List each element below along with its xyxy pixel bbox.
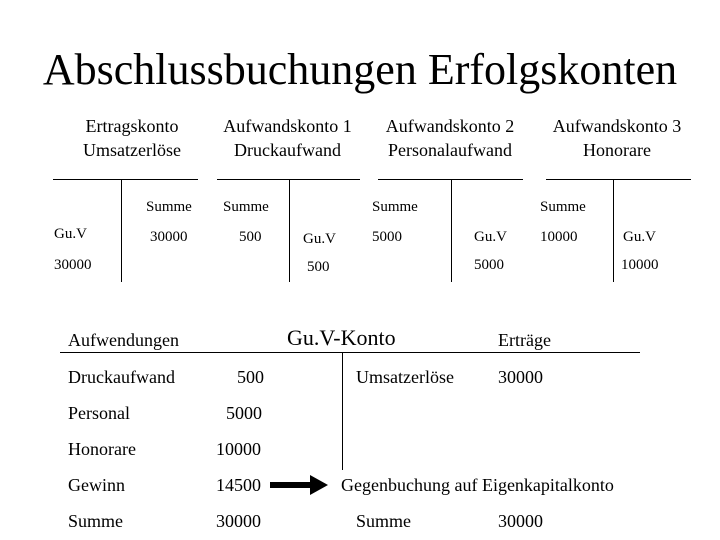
guv-row-value: 30000: [216, 511, 261, 531]
entry-value: 30000: [54, 257, 92, 273]
guv-row-label: Druckaufwand: [68, 367, 175, 387]
account-name-line1: Ertragskonto: [85, 116, 179, 136]
arrow-right-icon: [270, 474, 328, 496]
t-account-vertical-line: [289, 179, 290, 282]
account-name-line1: Aufwandskonto 2: [385, 116, 515, 136]
guv-arrow-note: Gegenbuchung auf Eigenkapitalkonto: [341, 475, 614, 495]
sum-value: 30000: [150, 229, 188, 245]
account-name-line2: Umsatzerlöse: [83, 140, 181, 160]
guv-title: Gu.V-Konto: [287, 325, 396, 350]
sum-value: 500: [239, 229, 262, 245]
account-name-line2: Personalaufwand: [388, 140, 512, 160]
entry-value: 5000: [474, 257, 504, 273]
guv-row-value: 30000: [498, 511, 543, 531]
guv-row-value: 500: [237, 367, 264, 387]
guv-right-header: Erträge: [498, 330, 551, 350]
guv-row-label: Summe: [356, 511, 412, 531]
guv-row-label: Gewinn: [68, 475, 125, 495]
sum-label: Summe: [540, 199, 586, 215]
t-account-vertical-line: [121, 179, 122, 282]
sum-label: Summe: [146, 199, 192, 215]
t-account-horizontal-line: [546, 179, 691, 180]
sum-label: Summe: [372, 199, 418, 215]
guv-row-value: 5000: [226, 403, 262, 423]
t-account-vertical-line: [451, 179, 452, 282]
guv-row-label: Umsatzerlöse: [356, 367, 454, 387]
sum-value: 10000: [540, 229, 578, 245]
account-name-line2: Druckaufwand: [234, 140, 341, 160]
sum-value: 5000: [372, 229, 402, 245]
t-account-vertical-line: [613, 179, 614, 282]
t-account-horizontal-line: [53, 179, 198, 180]
sum-label: Summe: [223, 199, 269, 215]
guv-row-value: 10000: [216, 439, 261, 459]
entry-value: 500: [307, 259, 330, 275]
entry-label: Gu.V: [54, 226, 87, 242]
account-name-line1: Aufwandskonto 3: [552, 116, 682, 136]
entry-label: Gu.V: [474, 229, 507, 245]
guv-row-label: Personal: [68, 403, 130, 423]
account-name-line1: Aufwandskonto 1: [223, 116, 352, 136]
guv-row-value: 14500: [216, 475, 261, 495]
entry-label: Gu.V: [303, 231, 336, 247]
entry-value: 10000: [621, 257, 659, 273]
guv-vertical-line: [342, 352, 343, 470]
guv-row-label: Summe: [68, 511, 124, 531]
guv-row-label: Honorare: [68, 439, 136, 459]
account-name-line2: Honorare: [583, 140, 651, 160]
guv-row-value: 30000: [498, 367, 543, 387]
page-title: Abschlussbuchungen Erfolgskonten: [42, 45, 678, 94]
guv-horizontal-line: [60, 352, 640, 353]
guv-left-header: Aufwendungen: [68, 330, 179, 350]
entry-label: Gu.V: [623, 229, 656, 245]
